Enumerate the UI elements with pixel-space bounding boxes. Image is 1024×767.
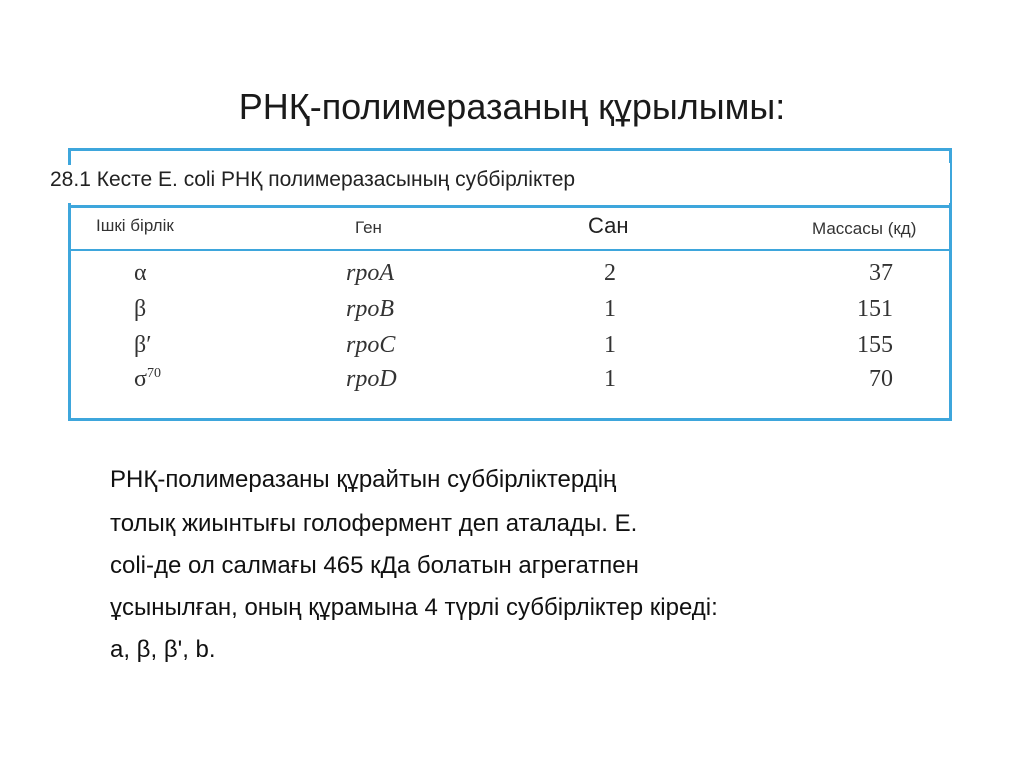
paragraph-line: РНҚ-полимеразаны құрайтын суббірліктердің [110,466,617,493]
caption-divider [68,205,952,208]
row-subunit: β′ [134,332,152,358]
row-mass: 155 [857,332,893,358]
row-gene: rpoC [346,332,396,358]
row-mass: 151 [857,296,893,322]
row-count: 1 [604,366,616,392]
row-mass: 37 [869,260,893,286]
row-subunit: α [134,260,147,286]
header-subunit: Ішкі бірлік [96,216,174,235]
row-count: 1 [604,296,616,322]
row-gene: rpoD [346,366,397,392]
header-divider [68,249,952,251]
table-caption-left-tick [68,151,71,165]
row-gene: rpoB [346,296,394,322]
row-subunit: β [134,296,147,322]
paragraph-line: толық жиынтығы голофермент деп аталады. E. [110,510,638,537]
header-gene: Ген [355,218,382,237]
header-count: Сан [588,213,629,238]
paragraph-line: a, β, β', b. [110,636,216,663]
row-mass: 70 [869,366,893,392]
row-count: 1 [604,332,616,358]
slide-title: РНҚ-полимеразаның құрылымы: [238,86,786,127]
row-subunit: $\sigma^{70}$ [134,366,161,392]
paragraph-line: coli-де ол салмағы 465 кДа болатын агрегатпен [110,552,639,579]
paragraph-line: ұсынылған, оның құрамына 4 түрлі суббірліктер кіреді: [110,594,718,621]
row-gene: rpoA [346,260,394,286]
header-mass: Массасы (кд) [812,219,917,238]
row-count: 2 [604,260,616,286]
table-caption: 28.1 Кесте E. coli РНҚ полимеразасының суббірліктер [50,168,576,191]
